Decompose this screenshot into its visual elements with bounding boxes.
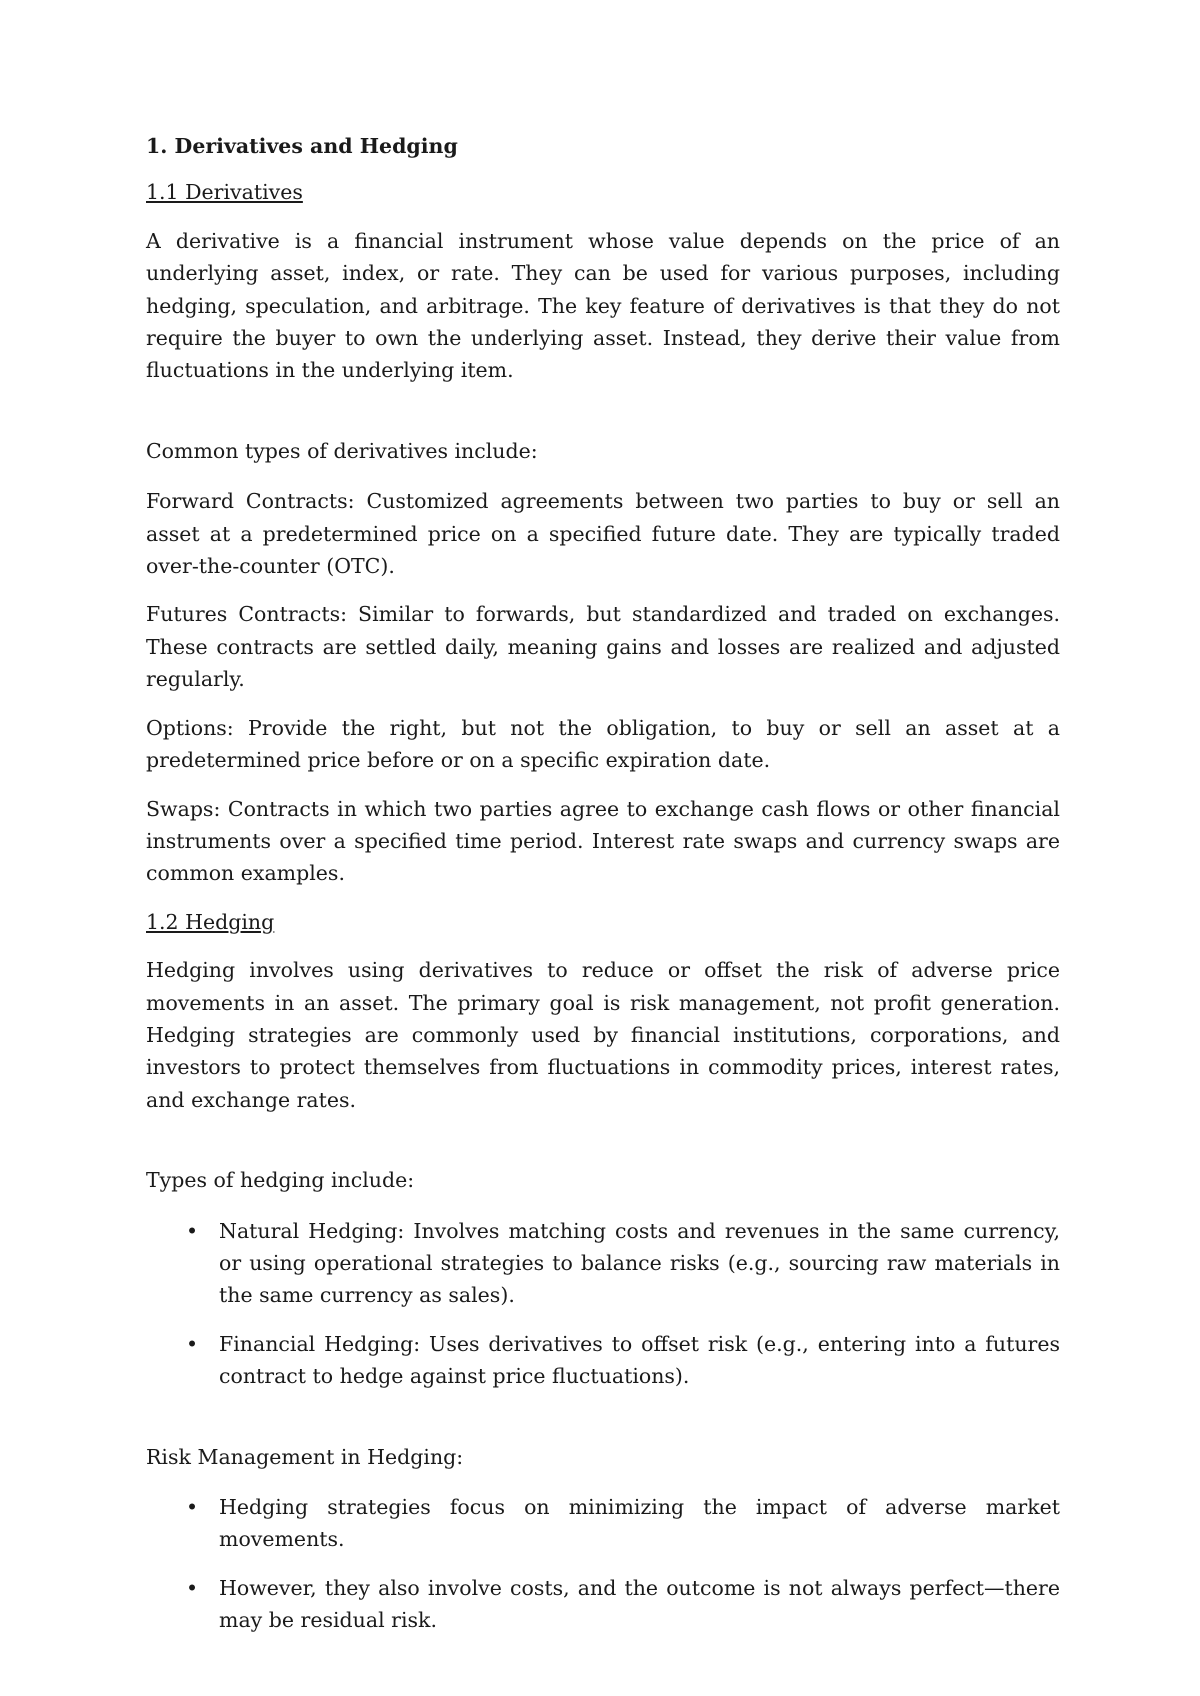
risk-management-intro: Risk Management in Hedging: — [146, 1444, 464, 1469]
document-heading: 1. Derivatives and Hedging — [146, 134, 458, 158]
list-item — [146, 1215, 1060, 1312]
section-title-hedging: 1.2 Hedging — [146, 909, 275, 934]
list-item-text: However, they also involve costs, and the outcome is not always perfect—there may be residual risk. — [219, 1575, 1060, 1633]
bullet-icon: • — [185, 1575, 199, 1600]
swaps-paragraph: Swaps: Contracts in which two parties agree to exchange cash flows or other financial instruments over a specified time period. Interest rate swaps and currency swaps are common examples. — [146, 796, 1060, 886]
list-item — [146, 1491, 1060, 1556]
list-item — [146, 1328, 1060, 1393]
list-item — [146, 1572, 1060, 1637]
derivatives-paragraph: A derivative is a financial instrument whose value depends on the price of an underlying asset, index, or rate. They can be used for various purposes, including hedging, speculation, and arbitrage. The key feature of derivatives is that they do not require the buyer to own the underlying asset. Instead, they derive their value from fluctuations in the underlying item. — [146, 228, 1060, 383]
hedging-types-list — [146, 1215, 1060, 1393]
list-item-text: Financial Hedging: Uses derivatives to offset risk (e.g., entering into a futures contract to hedge against price fluctuations). — [219, 1331, 1060, 1389]
list-item-text: Natural Hedging: Involves matching costs and revenues in the same currency, or using operational strategies to balance risks (e.g., sourcing raw materials in the same currency as sales). — [219, 1218, 1060, 1308]
hedging-paragraph: Hedging involves using derivatives to reduce or offset the risk of adverse price movements in an asset. The primary goal is risk management, not profit generation. Hedging strategies are commonly used by financial institutions, corporations, and investors to protect themselves from fluctuations in commodity prices, interest rates, and exchange rates. — [146, 958, 1060, 1112]
derivative-types-intro: Common types of derivatives include: — [146, 438, 538, 463]
hedging-types-intro: Types of hedging include: — [146, 1168, 415, 1193]
bullet-icon: • — [185, 1218, 199, 1243]
document-page — [146, 130, 1060, 1653]
options-paragraph: Options: Provide the right, but not the obligation, to buy or sell an asset at a predetermined price before or on a specific expiration date. — [146, 715, 1060, 773]
forward-contracts-paragraph: Forward Contracts: Customized agreements between two parties to buy or sell an asset at a predetermined price on a specified future date. They are typically traded over-the-counter (OTC). — [146, 489, 1060, 579]
bullet-icon: • — [185, 1331, 199, 1356]
risk-management-list — [146, 1491, 1060, 1637]
section-title-derivatives: 1.1 Derivatives — [146, 180, 303, 205]
list-item-text: Hedging strategies focus on minimizing the impact of adverse market movements. — [219, 1495, 1060, 1552]
futures-contracts-paragraph: Futures Contracts: Similar to forwards, but standardized and traded on exchanges. These contracts are settled daily, meaning gains and losses are realized and adjusted regularly. — [146, 602, 1060, 692]
bullet-icon: • — [185, 1495, 199, 1519]
